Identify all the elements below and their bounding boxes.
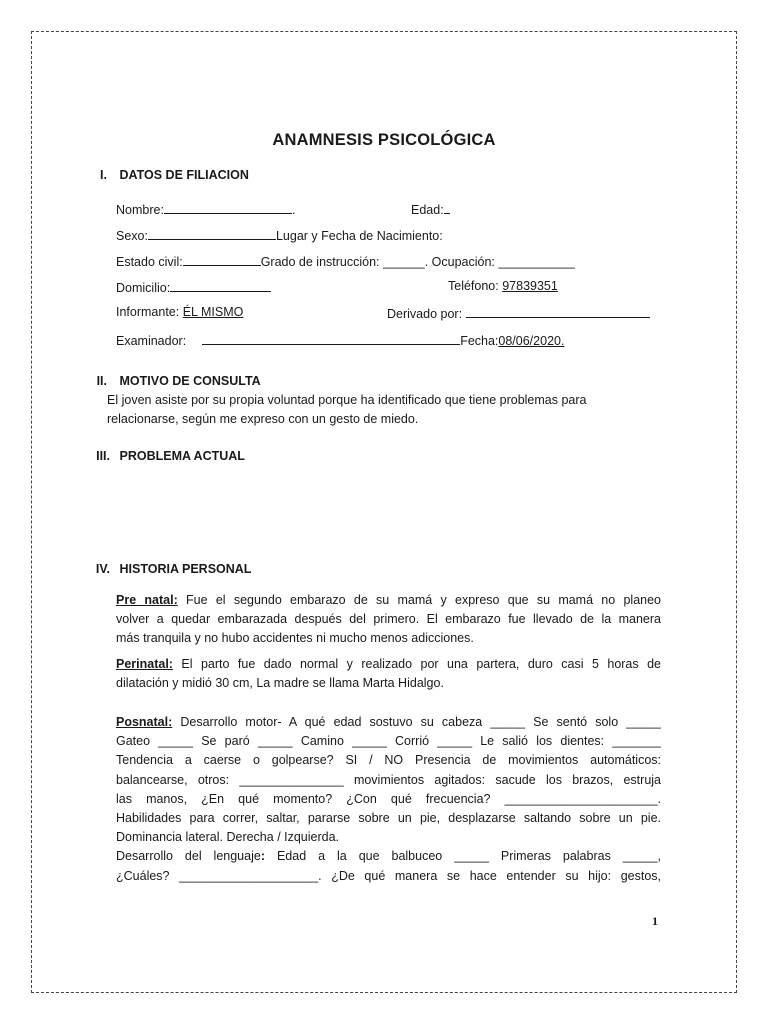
estado-blank [183, 254, 261, 266]
motivo-text [107, 391, 667, 429]
lenguaje-heading: Desarrollo del lenguaje [116, 849, 261, 864]
lenguaje-text: Edad a la que balbuceo _____ Primeras palabras _____, [265, 849, 661, 864]
page-number: 1 [652, 914, 658, 928]
lenguaje-colon: : [260, 849, 265, 864]
perinatal-line: dilatación y midió 30 cm, La madre se llama Marta Hidalgo. [116, 676, 444, 691]
prenatal-paragraph [116, 591, 661, 649]
fecha-label: Fecha: [460, 334, 499, 348]
section-number: III. [96, 449, 110, 463]
posnatal-paragraph [116, 713, 661, 886]
section-datos-filiacion [90, 168, 249, 182]
prenatal-line: más tranquila y no hubo accidentes ni mucho menos adicciones. [116, 631, 474, 646]
examinador-label: Examinador: [116, 334, 187, 348]
section-title: PROBLEMA ACTUAL [119, 449, 245, 463]
prenatal-label: Pre natal: [116, 593, 178, 607]
prenatal-line: volver a quedar embarazada después del primero. El embarazo fue llevado de la manera [116, 612, 661, 627]
perinatal-line [116, 655, 661, 674]
field-telefono [448, 280, 558, 293]
posnatal-line: las manos, ¿En qué momento? ¿Con qué frecuencia? ______________________. [116, 791, 661, 806]
motivo-line: relacionarse, según me expreso con un gesto de miedo. [107, 412, 419, 427]
field-examinador [116, 333, 564, 348]
fecha-value: 08/06/2020. [498, 334, 565, 348]
nombre-dot: . [291, 203, 296, 217]
section-title: HISTORIA PERSONAL [119, 562, 252, 576]
derivado-label: Derivado por: [387, 307, 466, 321]
posnatal-line [116, 713, 661, 732]
grado-label: Grado de instrucción: ______. Ocupación: ___________ [260, 255, 575, 269]
domicilio-label: Domicilio: [116, 281, 171, 295]
posnatal-line: Habilidades para correr, saltar, pararse sobre un pie, desplazarse saltando sobre un pie. [116, 810, 661, 825]
posnatal-text: Desarrollo motor- A qué edad sostuvo su cabeza _____ Se sentó solo _____ [172, 715, 661, 729]
nombre-label: Nombre: [116, 203, 164, 217]
posnatal-line: balancearse, otros: _______________ movimientos agitados: sacude los brazos, estruja [116, 772, 661, 787]
sexo-label: Sexo: [116, 229, 148, 243]
edad-label: Edad: [411, 203, 444, 217]
field-domicilio [116, 280, 271, 295]
telefono-value: 97839351 [502, 279, 558, 293]
derivado-blank [466, 306, 650, 318]
document-title: ANAMNESIS PSICOLÓGICA [272, 131, 496, 149]
perinatal-text: El parto fue dado normal y realizado por una partera, duro casi 5 horas de [172, 657, 661, 671]
prenatal-text: Fue el segundo embarazo de su mamá y expreso que su mamá no planeo [177, 593, 661, 607]
nombre-blank [164, 202, 292, 214]
posnatal-label: Posnatal: [116, 715, 173, 729]
field-estado-civil [116, 254, 575, 269]
lugar-label: Lugar y Fecha de Nacimiento: [275, 229, 443, 243]
lenguaje-line [116, 847, 661, 866]
telefono-label: Teléfono: [448, 279, 503, 293]
perinatal-paragraph [116, 655, 661, 693]
examinador-blank [202, 333, 460, 345]
section-motivo-consulta [90, 374, 261, 388]
informante-value: ÉL MISMO [182, 305, 244, 319]
section-title: MOTIVO DE CONSULTA [119, 374, 261, 388]
field-nombre [116, 202, 295, 217]
section-number: II. [96, 374, 107, 388]
posnatal-line: Tendencia a caerse o golpearse? SI / NO Presencia de movimientos automáticos: [116, 753, 661, 768]
section-number: I. [100, 168, 107, 182]
section-title: DATOS DE FILIACION [119, 168, 249, 182]
informante-label: Informante: [116, 305, 183, 319]
perinatal-label: Perinatal: [116, 657, 173, 671]
sexo-blank [148, 228, 276, 240]
lenguaje-line: ¿Cuáles? ____________________. ¿De qué manera se hace entender su hijo: gestos, [116, 868, 661, 883]
posnatal-line: Dominancia lateral. Derecha / Izquierda. [116, 830, 340, 845]
edad-blank [444, 202, 450, 214]
field-edad [411, 202, 450, 217]
section-historia-personal [90, 562, 251, 576]
section-number: IV. [95, 562, 110, 576]
field-informante [116, 306, 243, 319]
field-derivado [387, 306, 650, 321]
section-problema-actual [90, 449, 245, 463]
domicilio-blank [170, 280, 271, 292]
motivo-line: El joven asiste por su propia voluntad porque ha identificado que tiene problemas para [107, 393, 587, 407]
estado-label: Estado civil: [116, 255, 183, 269]
prenatal-line [116, 591, 661, 610]
field-sexo [116, 228, 443, 243]
posnatal-line: Gateo _____ Se paró _____ Camino _____ Corrió _____ Le salió los dientes: _______ [116, 734, 661, 749]
